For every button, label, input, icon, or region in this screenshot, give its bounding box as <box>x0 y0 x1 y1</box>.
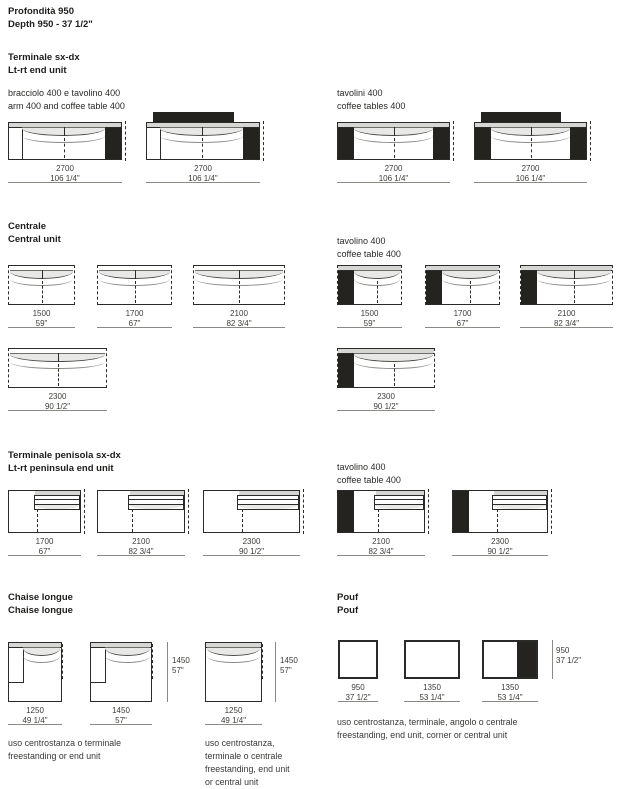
seat-curve <box>207 656 260 663</box>
seat-curve <box>23 656 60 663</box>
section-title-it: Pouf <box>337 592 359 603</box>
depth-dimension: 1450 57" <box>280 656 298 675</box>
width-dimension: 1350 53 1/4" <box>419 683 445 702</box>
seat-area <box>195 266 283 304</box>
central-unit-diagram <box>8 265 75 305</box>
depth-dimension-line <box>552 640 553 679</box>
arm-block <box>9 648 24 683</box>
cushion-seam-solid <box>42 270 43 279</box>
coffee-table-block <box>105 128 121 159</box>
back-cushion <box>354 353 433 362</box>
modular-side-dashed <box>188 489 189 534</box>
section-title-it: Chaise longue <box>8 592 73 603</box>
cushion-seam-dashed <box>378 509 379 532</box>
dimension-line <box>452 555 548 556</box>
page-title-en: Depth 950 - 37 1/2" <box>8 18 93 30</box>
width-dimension: 2300 90 1/2" <box>487 537 513 556</box>
peninsula-diagram <box>97 490 185 533</box>
width-dimension: 1350 53 1/4" <box>497 683 523 702</box>
cushion-seam-dashed <box>497 509 498 532</box>
group-label-en: coffee table 400 <box>337 474 401 485</box>
central-unit-diagram <box>8 348 107 388</box>
cushion-seam-solid <box>58 353 59 362</box>
seat-area <box>10 349 105 387</box>
section-title-en: Pouf <box>337 604 359 616</box>
dimension-line <box>425 327 500 328</box>
section-title-en: Central unit <box>8 233 61 245</box>
section-title-pouf <box>337 592 358 617</box>
group-label-en: arm 400 and coffee table 400 <box>8 100 125 111</box>
section-title-it: Centrale <box>8 221 47 232</box>
modular-side-dashed <box>303 489 304 534</box>
central-unit-table-diagram <box>337 348 435 388</box>
width-dimension: 2100 82 3/4" <box>368 537 394 556</box>
seat-area <box>10 266 73 304</box>
cushion-seam-dashed <box>531 138 532 158</box>
cushion-seam-solid <box>239 270 240 279</box>
dimension-line <box>205 724 262 725</box>
cushion-seam-dashed <box>64 138 65 158</box>
modular-side-dashed <box>62 644 63 679</box>
coffee-table-block <box>521 271 537 304</box>
modular-side-dashed <box>590 121 591 161</box>
coffee-table-block <box>570 128 586 159</box>
width-dimension: 1500 59" <box>360 309 379 328</box>
cushion-seam-dashed <box>239 281 240 303</box>
dimension-line <box>337 410 435 411</box>
page-title <box>8 6 93 31</box>
width-dimension: 2100 82 3/4" <box>128 537 154 556</box>
modular-side-dashed <box>263 121 264 161</box>
modular-side-dashed <box>453 121 454 161</box>
width-dimension: 2300 90 1/2" <box>238 537 265 556</box>
width-dimension: 2700 106 1/4" <box>378 164 409 183</box>
group-label-en: coffee tables 400 <box>337 100 406 111</box>
pouf-diagram <box>338 640 378 679</box>
seat-area <box>354 349 433 387</box>
seat-area <box>354 266 400 304</box>
seat-area <box>22 123 105 159</box>
back-cushion <box>207 647 260 656</box>
section-title-end-unit <box>8 52 80 77</box>
central-unit-table-diagram <box>425 265 500 305</box>
coffee-table-block <box>338 271 354 304</box>
dimension-line <box>338 701 378 702</box>
cushion-seam-dashed <box>42 281 43 303</box>
depth-dimension: 1450 57" <box>172 656 190 675</box>
cushion-seam-solid <box>64 127 65 136</box>
seat-area <box>491 123 570 159</box>
dimension-line <box>90 724 152 725</box>
arm-block <box>91 648 106 683</box>
coffee-table-block <box>475 128 491 159</box>
dimension-line <box>482 701 538 702</box>
seat-area <box>354 123 433 159</box>
dimension-line <box>337 327 402 328</box>
cushion-seam-dashed <box>132 509 133 532</box>
back-cushion <box>492 495 547 510</box>
section-title-chaise-longue <box>8 592 73 617</box>
width-dimension: 1700 67" <box>453 309 472 328</box>
peninsula-diagram <box>203 490 300 533</box>
central-unit-diagram <box>193 265 285 305</box>
back-cushion <box>354 270 400 279</box>
dimension-line <box>337 182 450 183</box>
width-dimension: 2700 106 1/4" <box>515 164 546 183</box>
width-dimension: 1700 67" <box>125 309 144 328</box>
peninsula-diagram <box>8 490 81 533</box>
group-label-it: tavolino 400 <box>337 462 386 472</box>
modular-side-dashed <box>84 489 85 534</box>
seat-area <box>160 123 243 159</box>
peninsula-table-diagram <box>337 490 425 533</box>
unit-outline <box>338 640 378 679</box>
pouf-table-diagram <box>482 640 538 679</box>
dimension-line <box>520 327 613 328</box>
arm-block <box>9 128 23 159</box>
modular-side-dashed <box>428 489 429 534</box>
group-label-coffee-tables <box>337 87 405 112</box>
group-label-coffee-table <box>337 461 401 486</box>
group-label-coffee-table <box>337 235 401 260</box>
depth-dimension-line <box>167 642 168 702</box>
cushion-seam-solid <box>135 270 136 279</box>
width-dimension: 1450 57" <box>112 706 130 725</box>
group-label-en: coffee table 400 <box>337 248 401 259</box>
usage-note-chaise-left: uso centrostanza o terminale freestanding or end unit <box>8 738 121 761</box>
width-dimension: 2100 82 3/4" <box>226 309 252 328</box>
dimension-line <box>8 182 122 183</box>
arm-block <box>147 128 161 159</box>
dimension-line <box>337 555 425 556</box>
central-unit-table-diagram <box>337 265 402 305</box>
back-cushion <box>105 647 150 656</box>
width-dimension: 2700 106 1/4" <box>50 164 80 183</box>
width-dimension: 1250 49 1/4" <box>220 706 247 725</box>
coffee-table-block <box>338 354 354 387</box>
seat-area <box>442 266 498 304</box>
modular-side-dashed <box>125 121 126 161</box>
width-dimension: 1700 67" <box>35 537 54 556</box>
width-dimension: 2300 90 1/2" <box>373 392 399 411</box>
chaise-longue-diagram <box>8 642 62 702</box>
seat-area <box>537 266 611 304</box>
coffee-table-block <box>517 642 536 677</box>
dimension-line <box>146 182 260 183</box>
unit-outline <box>404 640 460 679</box>
cushion-seam-dashed <box>58 364 59 386</box>
dimension-line <box>8 327 75 328</box>
back-cushion <box>442 270 498 279</box>
width-dimension: 2100 82 3/4" <box>553 309 580 328</box>
coffee-table-block <box>338 128 354 159</box>
dimension-line <box>8 555 81 556</box>
pouf-diagram <box>404 640 460 679</box>
cushion-seam-dashed <box>135 281 136 303</box>
cushion-seam-dashed <box>242 509 243 532</box>
end-unit-diagram <box>8 122 122 160</box>
seat-area <box>99 266 170 304</box>
central-unit-diagram <box>97 265 172 305</box>
width-dimension: 950 37 1/2" <box>345 683 371 702</box>
section-title-it: Terminale sx-dx <box>8 52 80 63</box>
width-dimension: 1500 59" <box>32 309 51 328</box>
depth-dimension: 950 37 1/2" <box>556 646 582 665</box>
section-title-en: Lt-rt peninsula end unit <box>8 462 114 474</box>
group-label-it: tavolini 400 <box>337 88 383 98</box>
dimension-line <box>97 327 172 328</box>
central-unit-table-diagram <box>520 265 613 305</box>
cushion-seam-solid <box>531 127 532 136</box>
back-cushion <box>237 495 299 510</box>
depth-dimension-line <box>275 642 276 702</box>
cushion-seam-dashed <box>574 281 575 303</box>
back-cushion <box>23 647 60 656</box>
section-title-it: Terminale penisola sx-dx <box>8 450 121 461</box>
dimension-line <box>97 555 185 556</box>
usage-note-chaise-right: uso centrostanza, terminale o centrale freestanding, end unit or central unit <box>205 738 290 787</box>
page-title-it: Profondità 950 <box>8 6 74 17</box>
dimension-line <box>8 724 62 725</box>
back-cushion <box>34 495 80 510</box>
coffee-table-block <box>338 491 354 532</box>
seat-area <box>207 643 260 701</box>
section-title-central-unit <box>8 221 61 246</box>
dimension-line <box>193 327 285 328</box>
cushion-seam-dashed <box>394 138 395 158</box>
end-unit-shelf-diagram <box>146 122 260 160</box>
width-dimension: 2700 106 1/4" <box>188 164 218 183</box>
chaise-longue-diagram <box>205 642 262 702</box>
modular-side-dashed <box>152 644 153 679</box>
back-cushion <box>374 495 424 510</box>
modular-side-dashed <box>262 644 263 679</box>
cushion-seam-dashed <box>202 138 203 158</box>
cushion-seam-dashed <box>377 281 378 303</box>
group-label-it: bracciolo 400 e tavolino 400 <box>8 88 121 98</box>
section-title-peninsula <box>8 450 121 475</box>
dimension-line <box>8 410 107 411</box>
coffee-table-block <box>433 128 449 159</box>
coffee-table-block <box>426 271 442 304</box>
seat-curve <box>105 656 150 663</box>
width-dimension: 1250 49 1/4" <box>22 706 48 725</box>
modular-side-dashed <box>551 489 552 534</box>
cushion-seam-dashed <box>470 281 471 303</box>
cushion-seam-solid <box>394 127 395 136</box>
coffee-table-block <box>453 491 469 532</box>
cushion-seam-solid <box>574 270 575 279</box>
seat-area <box>105 643 150 701</box>
group-label-it: tavolino 400 <box>337 236 386 246</box>
back-cushion <box>128 495 184 510</box>
usage-note-pouf: uso centrostanza, terminale, angolo o centrale freestanding, end unit, corner or central unit <box>337 717 518 740</box>
end-unit-tables-shelf-diagram <box>474 122 587 160</box>
end-unit-tables-diagram <box>337 122 450 160</box>
dimension-line <box>474 182 587 183</box>
cushion-seam-solid <box>202 127 203 136</box>
chaise-longue-diagram <box>90 642 152 702</box>
width-dimension: 2300 90 1/2" <box>44 392 71 411</box>
group-label-arm-table <box>8 87 125 112</box>
section-title-en: Chaise longue <box>8 604 73 616</box>
seat-area <box>23 643 60 701</box>
dimension-line <box>203 555 300 556</box>
coffee-table-block <box>243 128 259 159</box>
peninsula-table-diagram <box>452 490 548 533</box>
cushion-seam-dashed <box>37 509 38 532</box>
cushion-seam-dashed <box>394 364 395 386</box>
dimension-line <box>404 701 460 702</box>
section-title-en: Lt-rt end unit <box>8 64 67 76</box>
